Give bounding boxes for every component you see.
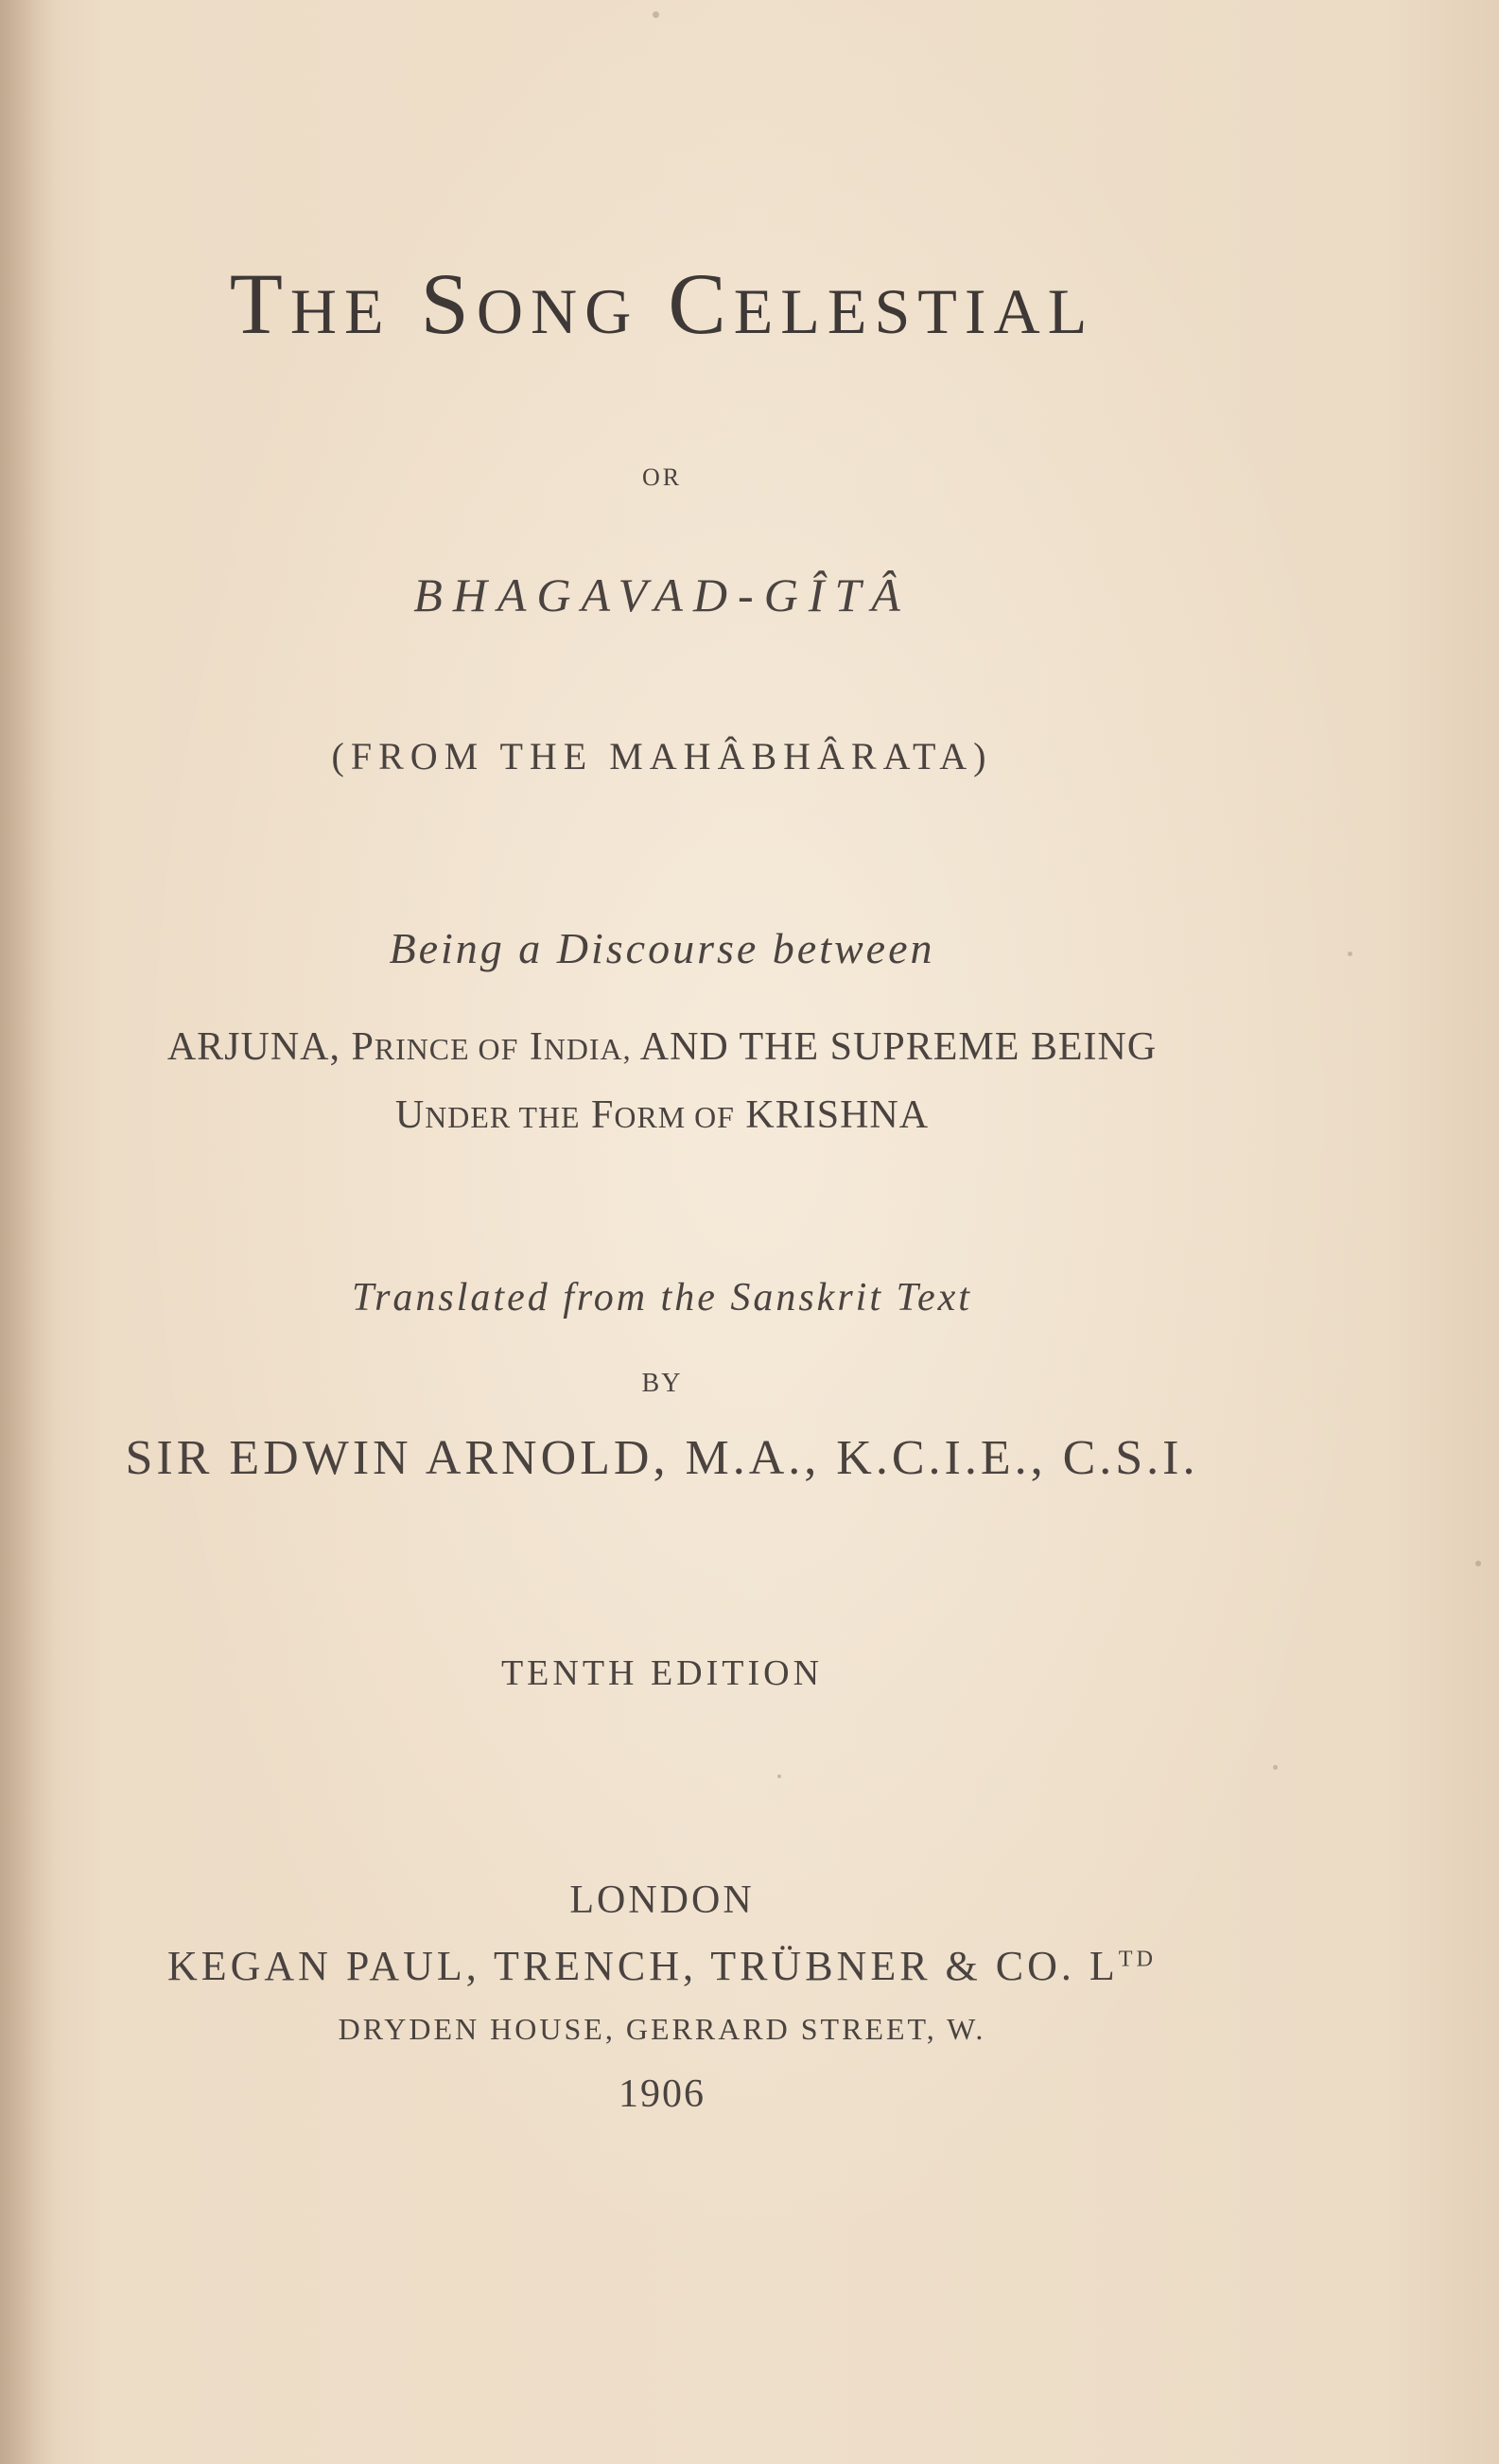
edition-label: TENTH EDITION <box>500 1653 824 1693</box>
paper-speck <box>653 11 659 18</box>
india-rest: NDIA, <box>543 1033 632 1066</box>
title-initial-t: T <box>229 255 290 352</box>
source-note: (FROM THE MAHÂBHÂRATA) <box>331 735 993 778</box>
paper-speck <box>777 1774 781 1778</box>
title-celestial-rest: ELESTIAL <box>733 275 1095 347</box>
translation-note: Translated from the Sanskrit Text <box>352 1276 972 1319</box>
imprint-publisher <box>0 1942 1324 1990</box>
prince-initial: P <box>351 1025 375 1069</box>
imprint-address: DRYDEN HOUSE, GERRARD STREET, W. <box>338 2012 986 2046</box>
book-title <box>0 253 1324 354</box>
publisher-suffix: TD <box>1118 1946 1158 1972</box>
paper-speck <box>1475 1561 1481 1566</box>
paper-speck <box>1273 1765 1278 1770</box>
imprint-city: LONDON <box>569 1879 755 1922</box>
imprint-year: 1906 <box>619 2072 706 2116</box>
title-initial-c: C <box>668 255 734 352</box>
speakers-line-2 <box>0 1092 1324 1138</box>
krishna-name: KRISHNA <box>745 1093 930 1137</box>
under-rest: NDER THE <box>425 1101 581 1134</box>
speakers-line-1 <box>0 1024 1324 1070</box>
form-rest: ORM OF <box>614 1101 735 1134</box>
form-initial: F <box>591 1093 615 1137</box>
title-song-rest: ONG <box>476 275 639 347</box>
title-the-rest: HE <box>289 275 392 347</box>
prince-rest: RINCE OF <box>374 1033 519 1066</box>
discourse-line: Being a Discourse between <box>389 924 935 972</box>
under-initial: U <box>394 1093 426 1137</box>
alternate-title: BHAGAVAD-GÎTÂ <box>413 568 911 621</box>
or-connector: OR <box>641 463 683 491</box>
by-connector: BY <box>641 1369 683 1398</box>
title-initial-s: S <box>420 255 477 352</box>
india-initial: I <box>529 1025 544 1069</box>
author-name: SIR EDWIN ARNOLD, M.A., K.C.I.E., C.S.I. <box>125 1431 1199 1485</box>
supreme-being-text: AND THE SUPREME BEING <box>639 1025 1158 1069</box>
arjuna-name: ARJUNA, <box>166 1025 340 1069</box>
paper-speck <box>1348 952 1352 956</box>
publisher-name: KEGAN PAUL, TRENCH, TRÜBNER & CO. L <box>166 1943 1119 1989</box>
